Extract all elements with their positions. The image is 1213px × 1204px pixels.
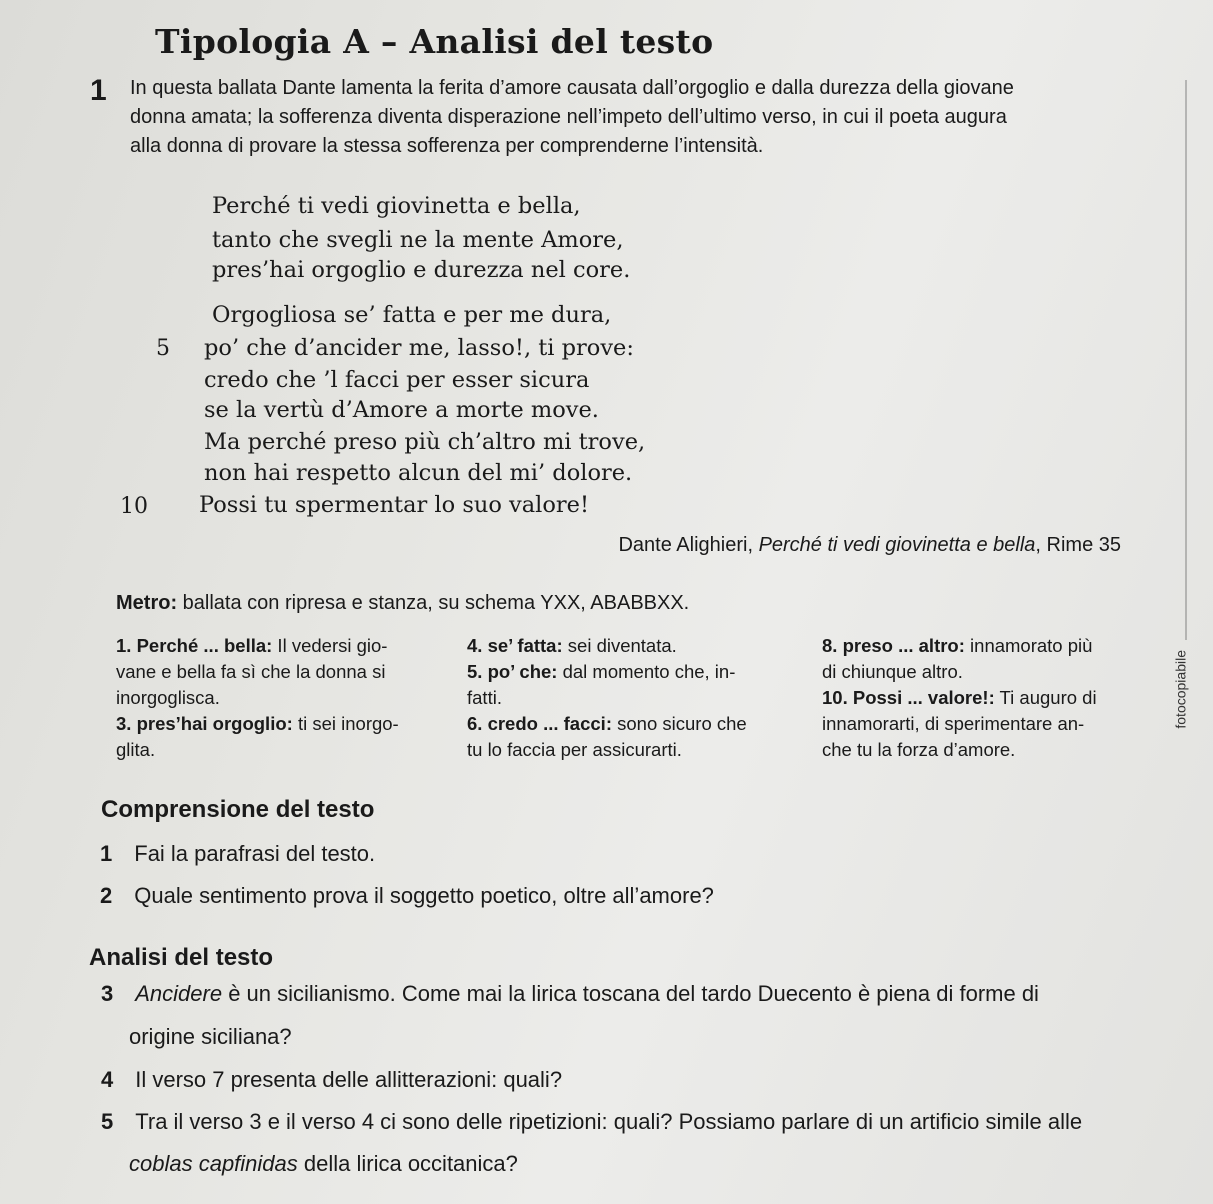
- page-title: Tipologia A – Analisi del testo: [155, 22, 714, 61]
- section-heading-comprensione: Comprensione del testo: [101, 796, 375, 823]
- verse-9: non hai respetto alcun del mi’ dolore.: [204, 460, 633, 486]
- note-line: di chiunque altro.: [822, 661, 963, 682]
- question-3: 3 Ancidere è un sicilianismo. Come mai la lirica toscana del tardo Duecento è piena di forme di: [101, 981, 1039, 1006]
- notes-column-3: [822, 633, 1097, 763]
- note-line: tu lo faccia per assicurarti.: [467, 739, 682, 760]
- metro-label: Metro:: [116, 592, 178, 614]
- question-1: 1 Fai la parafrasi del testo.: [100, 841, 376, 866]
- metro-line: [116, 592, 689, 615]
- notes-column-2: [467, 633, 747, 763]
- question-2: 2 Quale sentimento prova il soggetto poetico, oltre all’amore?: [100, 883, 714, 908]
- question-5-continuation: coblas capfinidas della lirica occitanica?: [129, 1151, 518, 1176]
- verse-7: se la vertù d’Amore a morte move.: [204, 397, 599, 423]
- verse-10: Possi tu spermentar lo suo valore!: [199, 492, 590, 518]
- verse-5: po’ che d’ancider me, lasso!, ti prove:: [204, 335, 634, 361]
- note-line: 4. se’ fatta: sei diventata.: [467, 635, 677, 656]
- line-number-10: 10: [120, 494, 148, 519]
- note-line: 1. Perché ... bella: Il vedersi gio-: [116, 635, 388, 656]
- verse-2: tanto che svegli ne la mente Amore,: [212, 227, 624, 253]
- source-ref: , Rime 35: [1035, 534, 1121, 556]
- intro-line-3: alla donna di provare la stessa sofferenza per comprenderne l’intensità.: [130, 135, 764, 157]
- verse-4: Orgogliosa se’ fatta e per me dura,: [212, 302, 612, 328]
- metro-text: ballata con ripresa e stanza, su schema YXX, ABABBXX.: [177, 592, 690, 614]
- verse-8: Ma perché preso più ch’altro mi trove,: [204, 429, 646, 455]
- notes-column-1: [116, 633, 399, 763]
- note-line: inorgoglisca.: [116, 687, 220, 708]
- verse-6: credo che ’l facci per esser sicura: [204, 367, 590, 393]
- intro-line-1: In questa ballata Dante lamenta la ferita d’amore causata dall’orgoglio e dalla durezza della giovane: [130, 77, 1014, 99]
- verse-1: Perché ti vedi giovinetta e bella,: [212, 193, 581, 219]
- note-line: 6. credo ... facci: sono sicuro che: [467, 713, 747, 734]
- note-line: 3. pres’hai orgoglio: ti sei inorgo-: [116, 713, 399, 734]
- note-line: 10. Possi ... valore!: Ti auguro di: [822, 687, 1097, 708]
- line-number-5: 5: [156, 336, 170, 361]
- question-3-continuation: origine siciliana?: [129, 1024, 292, 1049]
- note-line: vane e bella fa sì che la donna si: [116, 661, 386, 682]
- note-line: innamorarti, di sperimentare an-: [822, 713, 1085, 734]
- question-4: 4 Il verso 7 presenta delle allitterazioni: quali?: [101, 1067, 563, 1092]
- intro-line-2: donna amata; la sofferenza diventa disperazione nell’impeto dell’ultimo verso, in cui il poeta augura: [130, 106, 1007, 128]
- margin-note: fotocopiabile: [1173, 650, 1189, 729]
- note-line: glita.: [116, 739, 156, 760]
- verse-3: pres’hai orgoglio e durezza nel core.: [212, 257, 631, 283]
- note-line: 5. po’ che: dal momento che, in-: [467, 661, 736, 682]
- note-line: 8. preso ... altro: innamorato più: [822, 635, 1093, 656]
- note-line: che tu la forza d’amore.: [822, 739, 1016, 760]
- note-line: fatti.: [467, 687, 502, 708]
- source-citation: [618, 534, 1121, 557]
- question-5: 5 Tra il verso 3 e il verso 4 ci sono delle ripetizioni: quali? Possiamo parlare di un artificio simile alle: [101, 1109, 1083, 1134]
- exercise-number: 1: [90, 74, 107, 107]
- source-work: Perché ti vedi giovinetta e bella: [758, 534, 1036, 556]
- source-author: Dante Alighieri,: [618, 534, 759, 556]
- section-heading-analisi: Analisi del testo: [89, 944, 274, 971]
- page-edge-line: [1185, 80, 1187, 640]
